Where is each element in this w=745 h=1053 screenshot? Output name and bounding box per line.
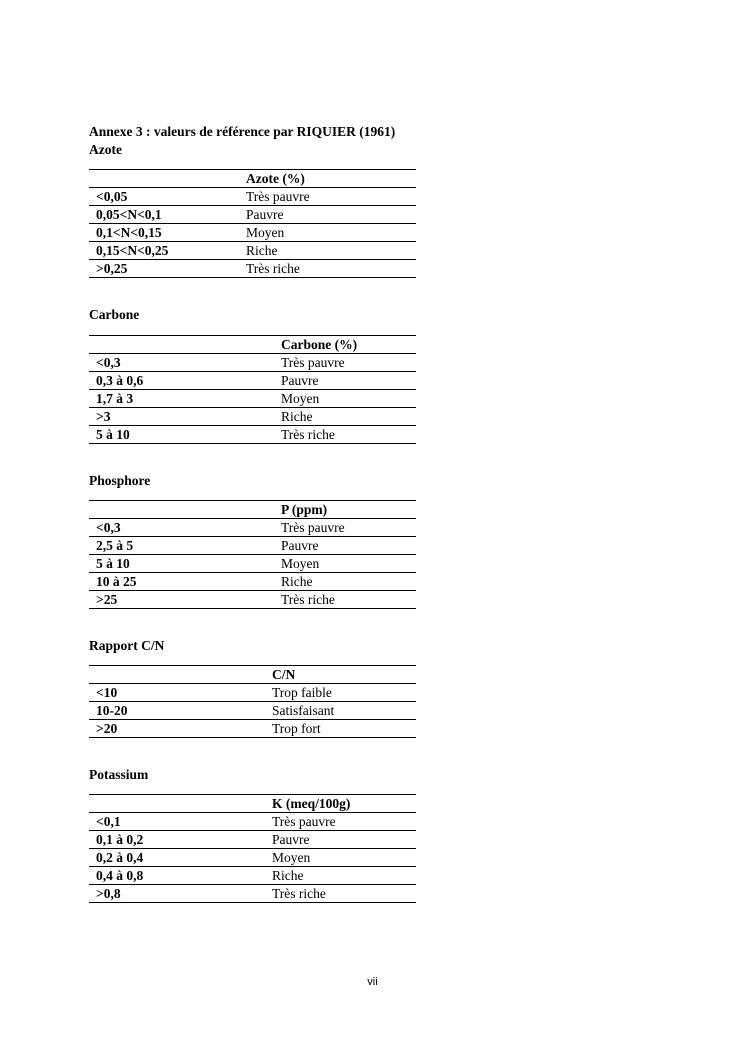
table-carbone [89,335,416,444]
class-cell: Trop fort [272,720,416,738]
table-row [89,867,416,885]
class-cell: Très pauvre [281,354,416,372]
column-header: Azote (%) [246,170,416,188]
class-cell: Moyen [246,224,416,242]
table-header-row [89,170,416,188]
table-row [89,372,416,390]
class-cell: Moyen [281,390,416,408]
class-cell: Très pauvre [246,188,416,206]
class-cell: Très riche [246,260,416,278]
class-cell: Riche [246,242,416,260]
table-row [89,573,416,591]
section-title-carbone: Carbone [89,307,140,322]
table-row [89,720,416,738]
class-cell: Moyen [281,555,416,573]
range-cell: >20 [89,720,272,738]
class-cell: Pauvre [281,537,416,555]
class-cell: Moyen [272,849,416,867]
table-azote [89,169,416,278]
table-header-row [89,501,416,519]
table-row [89,426,416,444]
range-cell: 5 à 10 [89,555,281,573]
table-row [89,206,416,224]
class-cell: Riche [272,867,416,885]
range-cell: >3 [89,408,281,426]
class-cell: Très riche [281,591,416,609]
class-cell: Pauvre [246,206,416,224]
table-potassium [89,794,416,903]
class-cell: Très pauvre [281,519,416,537]
table-header-row [89,795,416,813]
range-cell: 0,2 à 0,4 [89,849,272,867]
section-title-potassium: Potassium [89,767,149,782]
class-cell: Riche [281,408,416,426]
range-cell: >0,25 [89,260,246,278]
range-cell: 0,3 à 0,6 [89,372,281,390]
section-title-azote: Azote [89,142,122,157]
range-cell: 5 à 10 [89,426,281,444]
class-cell: Très riche [281,426,416,444]
table-row [89,390,416,408]
header-empty-cell [89,501,281,519]
column-header: K (meq/100g) [272,795,416,813]
table-header-row [89,336,416,354]
table-row [89,260,416,278]
table-row [89,242,416,260]
table-row [89,519,416,537]
range-cell: 10 à 25 [89,573,281,591]
table-row [89,408,416,426]
range-cell: <0,05 [89,188,246,206]
section-title-rapport-cn: Rapport C/N [89,638,165,653]
table-row [89,702,416,720]
range-cell: 0,1 à 0,2 [89,831,272,849]
range-cell: <0,3 [89,519,281,537]
class-cell: Très riche [272,885,416,903]
table-phosphore [89,500,416,609]
table-row [89,849,416,867]
table-row [89,885,416,903]
range-cell: 1,7 à 3 [89,390,281,408]
class-cell: Pauvre [272,831,416,849]
table-row [89,831,416,849]
table-row [89,555,416,573]
table-header-row [89,666,416,684]
range-cell: >25 [89,591,281,609]
range-cell: <0,1 [89,813,272,831]
header-empty-cell [89,336,281,354]
range-cell: <10 [89,684,272,702]
class-cell: Riche [281,573,416,591]
range-cell: 0,1<N<0,15 [89,224,246,242]
table-row [89,591,416,609]
range-cell: 2,5 à 5 [89,537,281,555]
page-number: vii [367,976,378,988]
table-row [89,813,416,831]
header-empty-cell [89,170,246,188]
range-cell: 10-20 [89,702,272,720]
table-rapport-cn [89,665,416,738]
class-cell: Trop faible [272,684,416,702]
column-header: Carbone (%) [281,336,416,354]
range-cell: >0,8 [89,885,272,903]
range-cell: <0,3 [89,354,281,372]
annex-title: Annexe 3 : valeurs de référence par RIQUIER (1961) [89,124,396,139]
header-empty-cell [89,795,272,813]
column-header: P (ppm) [281,501,416,519]
class-cell: Pauvre [281,372,416,390]
range-cell: 0,15<N<0,25 [89,242,246,260]
table-row [89,224,416,242]
range-cell: 0,05<N<0,1 [89,206,246,224]
header-empty-cell [89,666,272,684]
section-title-phosphore: Phosphore [89,473,151,488]
class-cell: Satisfaisant [272,702,416,720]
table-row [89,684,416,702]
range-cell: 0,4 à 0,8 [89,867,272,885]
table-row [89,354,416,372]
class-cell: Très pauvre [272,813,416,831]
table-row [89,188,416,206]
column-header: C/N [272,666,416,684]
table-row [89,537,416,555]
